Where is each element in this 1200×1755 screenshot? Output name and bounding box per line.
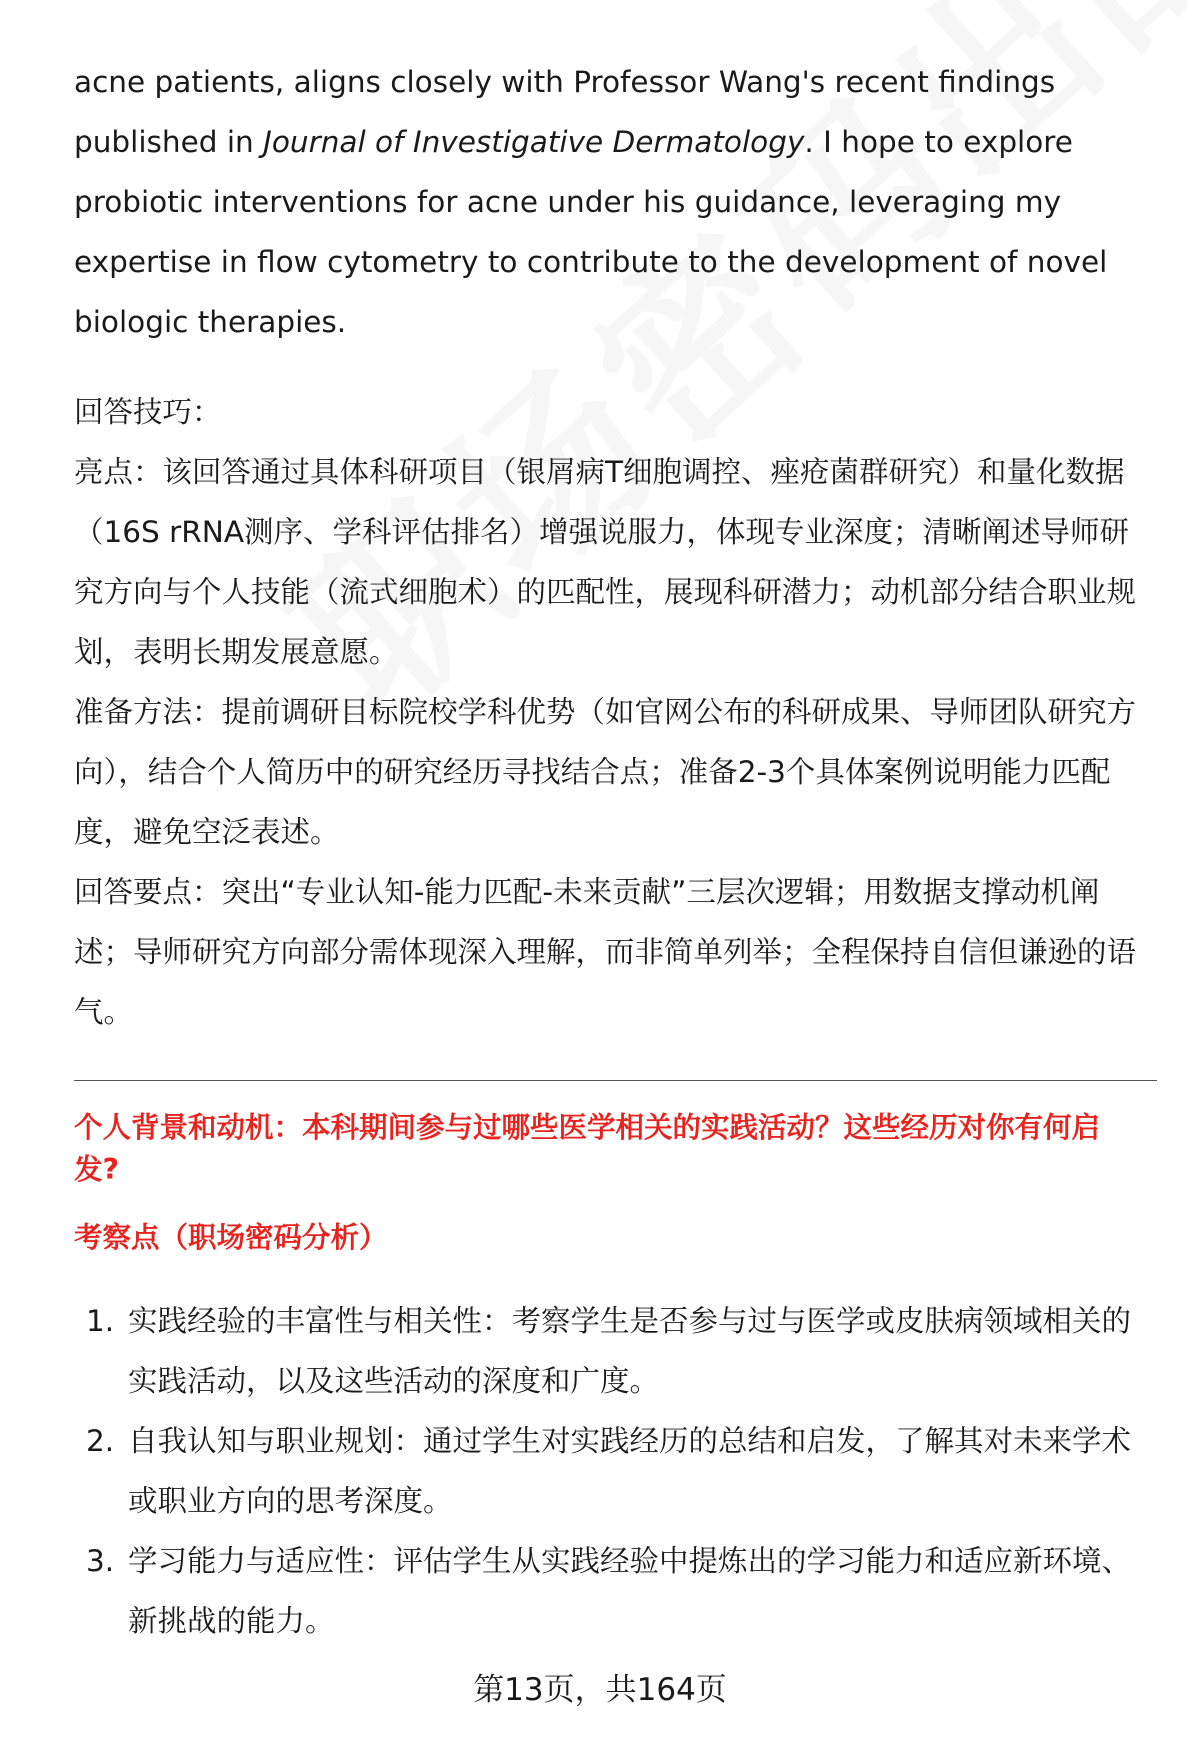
tip-preparation: 准备方法：提前调研目标院校学科优势（如官网公布的科研成果、导师团队研究方向），结合个人简历中的研究经历寻找结合点；准备2-3个具体案例说明能力匹配度，避免空泛表述。: [74, 695, 1137, 849]
analysis-title: 考察点（职场密码分析）: [74, 1221, 388, 1254]
list-item: [74, 1531, 1144, 1651]
list-item: [74, 1411, 1144, 1531]
tip-key-points: 回答要点：突出“专业认知-能力匹配-未来贡献”三层次逻辑；用数据支撑动机阐述；导师研究方向部分需体现深入理解，而非简单列举；全程保持自信但谦逊的语气。: [74, 875, 1137, 1029]
intro-text-after: . I hope to explore probiotic interventions for acne under his guidance, leveraging my expertise in flow cytometry to contribute to the development of novel biologic therapies.: [74, 125, 1108, 339]
list-item-text: 学习能力与适应性：评估学生从实践经验中提炼出的学习能力和适应新环境、新挑战的能力。: [128, 1544, 1132, 1638]
document-page: [74, 52, 1144, 1651]
question-heading: 个人背景和动机：本科期间参与过哪些医学相关的实践活动？这些经历对你有何启发?: [74, 1111, 1101, 1186]
analysis-list: [74, 1291, 1144, 1651]
list-item-text: 自我认知与职业规划：通过学生对实践经历的总结和启发，了解其对未来学术或职业方向的思考深度。: [128, 1424, 1132, 1518]
tip-highlight: 亮点：该回答通过具体科研项目（银屑病T细胞调控、痤疮菌群研究）和量化数据（16S rRNA测序、学科评估排名）增强说服力，体现专业深度；清晰阐述导师研究方向与个人技能（流式细胞术）的匹配性，展现科研潜力；动机部分结合职业规划，表明长期发展意愿。: [74, 455, 1137, 669]
section-divider: [74, 1080, 1157, 1081]
list-item-number: 1.: [86, 1304, 115, 1338]
list-item-number: 3.: [86, 1544, 115, 1578]
list-item-text: 实践经验的丰富性与相关性：考察学生是否参与过与医学或皮肤病领域相关的实践活动，以及这些活动的深度和广度。: [128, 1304, 1132, 1398]
intro-paragraph: [74, 52, 1144, 352]
tips-title: 回答技巧：: [74, 395, 222, 429]
page-number-footer: 第13页，共164页: [473, 1672, 727, 1708]
list-item: [74, 1291, 1144, 1411]
journal-name: Journal of Investigative Dermatology: [263, 125, 805, 159]
intro-text-before: acne patients, aligns closely with Professor Wang's recent findings published in: [74, 65, 1056, 159]
list-item-number: 2.: [86, 1424, 115, 1458]
